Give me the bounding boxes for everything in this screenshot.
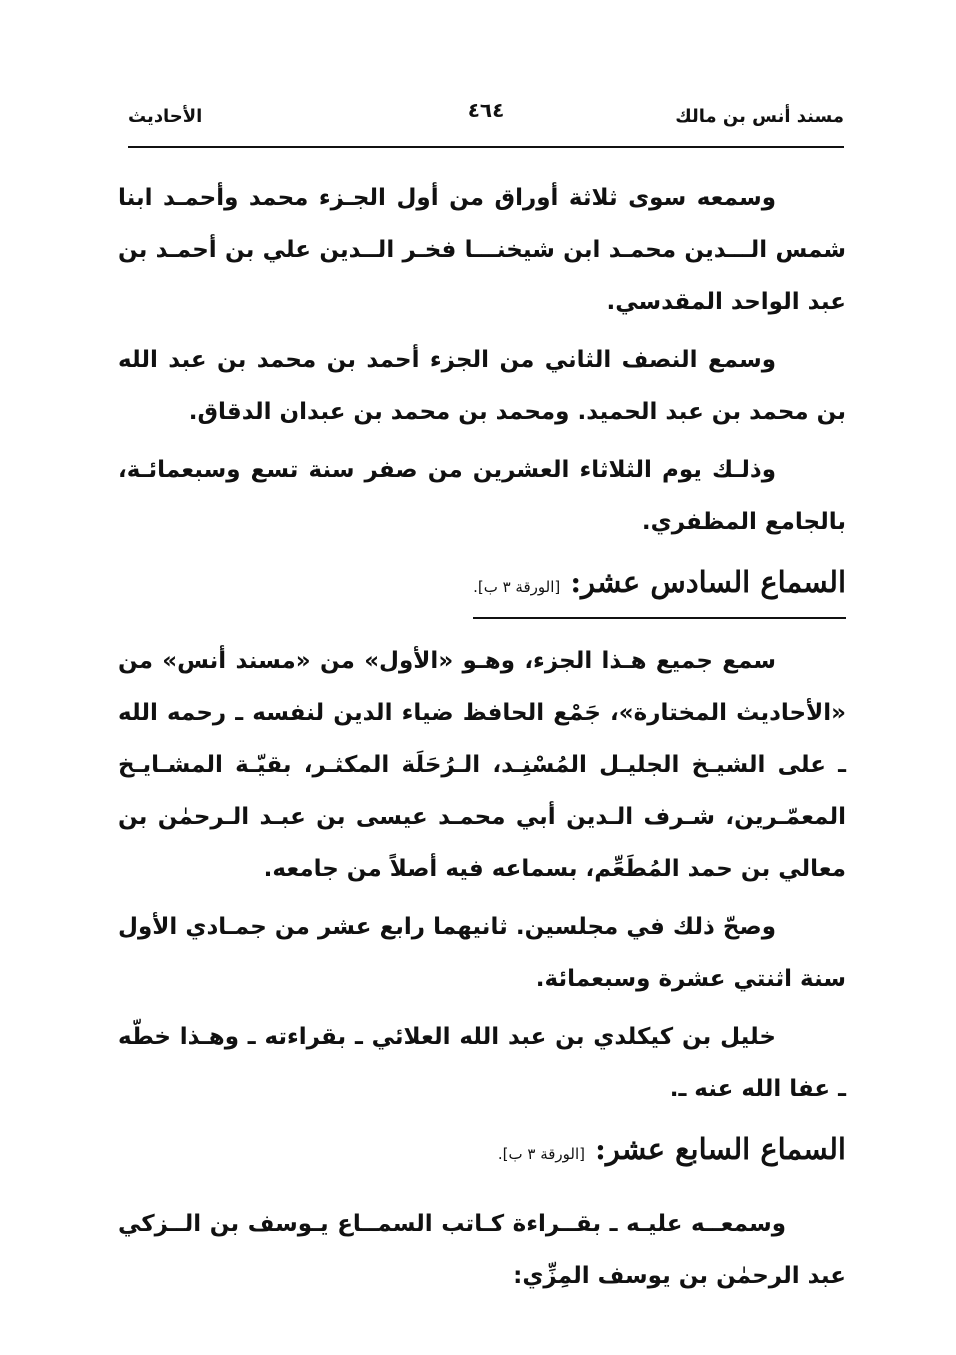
page-body: [118, 172, 846, 1308]
section-title: الأحاديث: [128, 106, 203, 127]
heading-seventeenth-hearing: [118, 1121, 846, 1182]
paragraph: وذلـك يوم الثلاثاء العشرين من صفر سنة تسع وسبعمائـة، بالجامع المظفري.: [118, 457, 846, 535]
folio-reference: [الورقة ٣ ب].: [473, 578, 561, 596]
heading-sixteenth-hearing: [118, 554, 846, 619]
paragraph: وسمعــه عليـه ـ بقــراءة كـاتب السمــاع يـوسف بن الــزكي عبد الرحمٰن بن يوسف المِزِّي:: [118, 1211, 846, 1289]
paragraph: وسمع النصف الثاني من الجزء أحمد بن محمد بن عبد الله بن محمد بن عبد الحميد. ومحمد بن محمد بن عبدان الدقاق.: [118, 347, 846, 425]
folio-reference: [الورقة ٣ ب].: [497, 1145, 586, 1163]
heading-title-wrap: [473, 554, 846, 619]
paragraph: سمع جميع هـذا الجزء، وهـو «الأول» من «مسند أنس» من «الأحاديث المختارة»، جَمْع الحافظ ضياء الدين لنفسه ـ رحمه الله ـ على الشيـخ الجليـل المُسْنِـد، الـرُحَلَة المكثـر، بقيّـة المشـايـخ المعمّـرين، شـرف الـدين أبي محمـد عيسى بن عبـد الـرحمٰن بن معالي بن حمد المُطَعِّم، بسماعه فيه أصلاً من جامعه.: [118, 648, 846, 882]
paragraph: وسمعه سوى ثلاثة أوراق من أول الجـزء محمد وأحمـد ابنا شمس الـــدين محمـد ابن شيخنـــا فخـر الــدين علي بن أحمـد بن عبد الواحد المقدسي.: [118, 185, 846, 315]
heading-title: السماع السادس عشر:: [570, 565, 846, 599]
page-header: [128, 96, 844, 148]
page-number: ٤٦٤: [467, 98, 505, 122]
book-title: مسند أنس بن مالك: [675, 106, 844, 127]
paragraph: خليل بن كيكلدي بن عبد الله العلائي ـ بقراءته ـ وهـذا خطّه ـ عفا الله عنه ـ.: [118, 1024, 846, 1102]
paragraph: وصحّ ذلك في مجلسين. ثانيهما رابع عشر من جمـادي الأول سنة اثنتي عشرة وسبعمائة.: [118, 914, 846, 992]
heading-title: السماع السابع عشر:: [595, 1132, 846, 1166]
